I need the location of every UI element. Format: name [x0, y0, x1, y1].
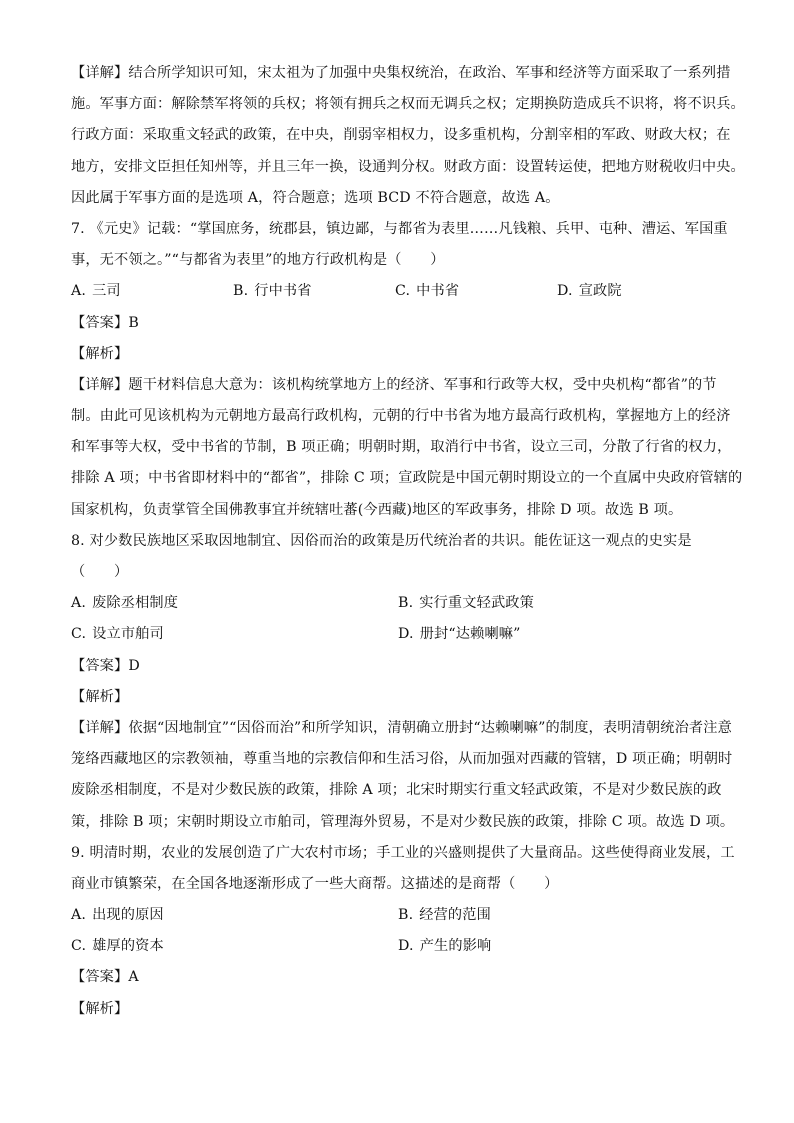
text-line: 笼络西藏地区的宗教领袖，尊重当地的宗教信仰和生活习俗，从而加强对西藏的管辖，D 项正确；明朝时 — [71, 751, 733, 768]
analysis-heading: 【解析】 — [71, 688, 129, 705]
option-d: D. 册封“达赖喇嘛” — [398, 626, 521, 643]
option-d: D. 宣政院 — [557, 283, 622, 300]
option-c: C. 设立市舶司 — [71, 626, 164, 643]
question-7 — [71, 214, 743, 526]
option-a: A. 三司 — [71, 283, 121, 300]
question-stem: 商业市镇繁荣，在全国各地逐渐形成了一些大商帮。这描述的是商帮（ ） — [71, 875, 559, 892]
question-stem: 7. 《元史》记载：“掌国庶务，统郡县，镇边鄙，与都省为表里……凡钱粮、兵甲、屯种、漕运、军国重 — [71, 220, 728, 237]
option-d: D. 产生的影响 — [398, 938, 492, 955]
text-line: 行政方面：采取重文轻武的政策，在中央，削弱宰相权力，设多重机构，分割宰相的军政、财政大权；在 — [71, 127, 731, 144]
text-line: 制。由此可见该机构为元朝地方最高行政机构，元朝的行中书省为地方最高行政机构，掌握地方上的经济 — [71, 408, 731, 425]
text-line: 排除 A 项；中书省即材料中的“都省”，排除 C 项；宣政院是中国元朝时期设立的一个直属中央政府管辖的 — [71, 470, 743, 487]
text-line: 【详解】依据“因地制宜”“因俗而治”和所学知识，清朝确立册封“达赖喇嘛”的制度，表明清朝统治者注意 — [71, 719, 732, 736]
question-stem: 事，无不领之。”“与都省为表里”的地方行政机构是（ ） — [71, 252, 445, 269]
question-stem: （ ） — [71, 564, 129, 580]
answer: 【答案】D — [71, 657, 140, 674]
option-b: B. 经营的范围 — [398, 907, 491, 924]
exam-page — [71, 58, 745, 1025]
option-c: C. 中书省 — [395, 283, 460, 300]
option-b: B. 行中书省 — [233, 283, 312, 300]
text-line: 地方，安排文臣担任知州等，并且三年一换，设通判分权。财政方面：设置转运使，把地方财税收归中央。 — [71, 158, 745, 175]
analysis-heading: 【解析】 — [71, 1000, 129, 1017]
text-line: 国家机构，负责掌管全国佛教事宜并统辖吐蕃(今西藏)地区的军政事务，排除 D 项。故选 B 项。 — [71, 501, 683, 518]
text-line: 和军事等大权，受中书省的节制，B 项正确；明朝时期，取消行中书省，设立三司，分散了行省的权力， — [71, 439, 732, 456]
option-c: C. 雄厚的资本 — [71, 938, 164, 955]
options-row — [71, 900, 731, 931]
question-9 — [71, 838, 735, 1025]
text-line: 施。军事方面：解除禁军将领的兵权；将领有拥兵之权而无调兵之权；定期换防造成兵不识将，将不识兵。 — [71, 96, 745, 113]
q6-detail — [71, 58, 745, 214]
option-b: B. 实行重文轻武政策 — [398, 595, 534, 612]
text-line: 因此属于军事方面的是选项 A，符合题意；选项 BCD 不符合题意，故选 A。 — [71, 189, 560, 206]
options-row — [71, 276, 731, 307]
answer: 【答案】A — [71, 969, 139, 986]
question-8 — [71, 526, 735, 838]
options-row — [71, 588, 731, 619]
question-stem: 8. 对少数民族地区采取因地制宜、因俗而治的政策是历代统治者的共识。能佐证这一观点的史实是 — [71, 532, 692, 549]
question-stem: 9. 明清时期，农业的发展创造了广大农村市场；手工业的兴盛则提供了大量商品。这些使得商业发展，工 — [71, 844, 735, 861]
text-line: 策，排除 B 项；宋朝时期设立市舶司，管理海外贸易，不是对少数民族的政策，排除 C 项。故选 D 项。 — [71, 813, 735, 830]
options-row — [71, 619, 731, 650]
analysis-heading: 【解析】 — [71, 345, 129, 362]
text-line: 【详解】结合所学知识可知，宋太祖为了加强中央集权统治，在政治、军事和经济等方面采取了一系列措 — [71, 65, 731, 81]
options-row — [71, 931, 731, 962]
text-line: 废除丞相制度，不是对少数民族的政策，排除 A 项；北宋时期实行重文轻武政策，不是对少数民族的政 — [71, 782, 722, 799]
answer: 【答案】B — [71, 314, 139, 331]
text-line: 【详解】题干材料信息大意为：该机构统掌地方上的经济、军事和行政等大权，受中央机构“都省”的节 — [71, 376, 717, 393]
option-a: A. 出现的原因 — [71, 907, 164, 924]
option-a: A. 废除丞相制度 — [71, 595, 179, 612]
